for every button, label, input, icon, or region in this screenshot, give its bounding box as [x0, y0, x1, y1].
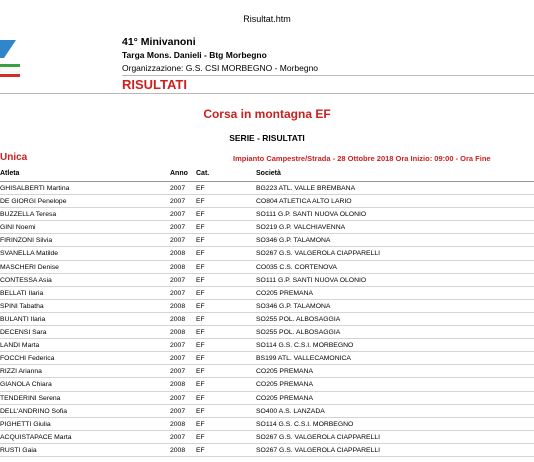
athlete-category: EF — [196, 302, 205, 310]
athlete-category: EF — [196, 446, 205, 454]
race-title: Corsa in montagna EF — [203, 107, 331, 121]
athlete-year: 2007 — [170, 368, 186, 376]
col-society: Società — [256, 170, 281, 177]
athlete-year: 2007 — [170, 276, 186, 284]
athlete-name: LANDI Marta — [0, 342, 40, 350]
athlete-year: 2007 — [170, 394, 186, 402]
athlete-society: CO804 ATLETICA ALTO LARIO — [256, 198, 352, 206]
athlete-category: EF — [196, 329, 205, 337]
athlete-society: SO267 G.S. VALGEROLA CIAPPARELLI — [256, 446, 381, 454]
athlete-society: SO255 POL. ALBOSAGGIA — [256, 315, 341, 323]
table-row — [0, 313, 534, 326]
athlete-name: BULANTI Ilaria — [0, 315, 46, 323]
col-cat: Cat. — [196, 170, 210, 177]
document-title: Risultat.htm — [243, 14, 291, 24]
athlete-category: EF — [196, 355, 205, 363]
athlete-category: EF — [196, 407, 205, 415]
athlete-category: EF — [196, 211, 205, 219]
athlete-year: 2008 — [170, 315, 186, 323]
table-row — [0, 261, 534, 274]
serie-heading: SERIE - RISULTATI — [229, 133, 305, 143]
athlete-society: SO255 POL. ALBOSAGGIA — [256, 329, 341, 337]
athlete-category: EF — [196, 289, 205, 297]
table-row — [0, 221, 534, 234]
serie-info: Impianto Campestre/Strada - 28 Ottobre 2018 Ora Inizio: 09:00 - Ora Fine — [233, 154, 491, 163]
section-divider — [0, 93, 534, 94]
athlete-society: SO114 G.S. C.S.I. MORBEGNO — [256, 420, 354, 428]
table-row — [0, 234, 534, 247]
table-row — [0, 444, 534, 457]
athlete-category: EF — [196, 263, 205, 271]
athlete-year: 2007 — [170, 433, 186, 441]
athlete-category: EF — [196, 224, 205, 232]
athlete-year: 2007 — [170, 185, 186, 192]
athlete-year: 2007 — [170, 237, 186, 245]
athlete-category: EF — [196, 315, 205, 323]
athlete-year: 2008 — [170, 302, 186, 310]
athlete-category: EF — [196, 420, 205, 428]
table-row — [0, 365, 534, 378]
table-row — [0, 378, 534, 391]
athlete-category: EF — [196, 185, 205, 192]
table-row — [0, 405, 534, 418]
serie-name: Unica — [0, 152, 28, 163]
table-row — [0, 300, 534, 313]
athlete-name: DELL'ANDRINO Sofia — [0, 407, 68, 415]
event-targa: Targa Mons. Danieli - Btg Morbegno — [122, 50, 267, 60]
athlete-name: FOCCHI Federica — [0, 355, 55, 363]
athlete-year: 2007 — [170, 355, 186, 363]
athlete-name: BELLATI Ilaria — [0, 289, 44, 297]
athlete-society: BG223 ATL. VALLE BREMBANA — [256, 185, 356, 192]
athlete-name: GINI Noemi — [0, 224, 36, 232]
table-row — [0, 339, 534, 352]
athlete-category: EF — [196, 276, 205, 284]
athlete-society: CO205 PREMANA — [256, 289, 314, 297]
table-row — [0, 182, 534, 195]
athlete-year: 2007 — [170, 211, 186, 219]
athlete-category: EF — [196, 198, 205, 206]
table-row — [0, 247, 534, 260]
athlete-name: DE GIORGI Penelope — [0, 198, 67, 206]
athlete-year: 2008 — [170, 263, 186, 271]
section-heading: RISULTATI — [122, 77, 187, 92]
athlete-society: SO346 G.P. TALAMONA — [256, 302, 331, 310]
athlete-society: SO267 G.S. VALGEROLA CIAPPARELLI — [256, 433, 381, 441]
col-athlete: Atleta — [0, 170, 20, 177]
athlete-society: CO205 PREMANA — [256, 394, 314, 402]
organizer-line: Organizzazione: G.S. CSI MORBEGNO - Morbegno — [122, 63, 319, 73]
header-divider — [122, 75, 534, 76]
table-row — [0, 287, 534, 300]
athlete-name: ACQUISTAPACE Marta — [0, 433, 72, 441]
event-name: 41° Minivanoni — [122, 36, 196, 48]
athlete-year: 2007 — [170, 342, 186, 350]
athlete-society: CO035 C.S. CORTENOVA — [256, 263, 337, 271]
table-row — [0, 418, 534, 431]
athlete-name: GIANOLA Chiara — [0, 381, 52, 389]
athlete-society: SO111 G.P. SANTI NUOVA OLONIO — [256, 211, 367, 219]
athlete-name: DECENSI Sara — [0, 329, 47, 337]
athlete-category: EF — [196, 237, 205, 245]
table-row — [0, 208, 534, 221]
athlete-year: 2007 — [170, 198, 186, 206]
athlete-category: EF — [196, 433, 205, 441]
athlete-name: SPINI Tabatha — [0, 302, 44, 310]
table-row — [0, 274, 534, 287]
athlete-name: FIRINZONI Silvia — [0, 237, 53, 245]
athlete-year: 2008 — [170, 420, 186, 428]
athlete-society: SO267 G.S. VALGEROLA CIAPPARELLI — [256, 250, 381, 258]
athlete-name: BUZZELLA Teresa — [0, 211, 57, 219]
athlete-year: 2007 — [170, 407, 186, 415]
athlete-name: CONTESSA Asia — [0, 276, 52, 284]
results-table-body — [0, 182, 534, 457]
athlete-society: CO205 PREMANA — [256, 381, 314, 389]
athlete-name: RUSTI Gaia — [0, 446, 37, 454]
results-table-header — [0, 170, 534, 182]
athlete-name: GHISALBERTI Martina — [0, 185, 70, 192]
organizer-logo — [0, 36, 20, 80]
athlete-society: CO205 PREMANA — [256, 368, 314, 376]
athlete-year: 2007 — [170, 224, 186, 232]
athlete-society: BS199 ATL. VALLECAMONICA — [256, 355, 351, 363]
athlete-category: EF — [196, 381, 205, 389]
athlete-society: SO219 G.P. VALCHIAVENNA — [256, 224, 346, 232]
athlete-category: EF — [196, 394, 205, 402]
table-row — [0, 352, 534, 365]
athlete-name: SVANELLA Matilde — [0, 250, 59, 258]
athlete-name: MASCHERI Denise — [0, 263, 59, 271]
table-row — [0, 392, 534, 405]
athlete-society: SO111 G.P. SANTI NUOVA OLONIO — [256, 276, 367, 284]
athlete-category: EF — [196, 368, 205, 376]
athlete-name: RIZZI Arianna — [0, 368, 42, 376]
athlete-name: TENDERINI Serena — [0, 394, 61, 402]
table-row — [0, 431, 534, 444]
athlete-year: 2008 — [170, 250, 186, 258]
athlete-year: 2008 — [170, 381, 186, 389]
athlete-society: SO400 A.S. LANZADA — [256, 407, 325, 415]
athlete-year: 2007 — [170, 289, 186, 297]
col-year: Anno — [170, 170, 188, 177]
athlete-year: 2008 — [170, 329, 186, 337]
athlete-name: PIGHETTI Giulia — [0, 420, 51, 428]
table-row — [0, 195, 534, 208]
table-row — [0, 326, 534, 339]
athlete-year: 2008 — [170, 446, 186, 454]
athlete-society: SO346 G.P. TALAMONA — [256, 237, 331, 245]
athlete-category: EF — [196, 342, 205, 350]
athlete-category: EF — [196, 250, 205, 258]
athlete-society: SO114 G.S. C.S.I. MORBEGNO — [256, 342, 354, 350]
